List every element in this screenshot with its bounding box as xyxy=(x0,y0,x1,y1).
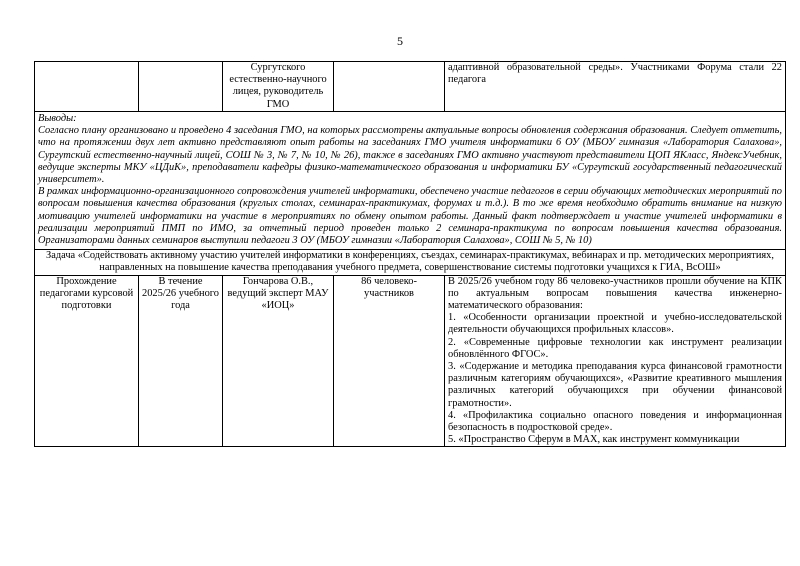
table-row-activity xyxy=(35,275,786,447)
result-item-5: 5. «Пространство Сферум в MAX, как инструмент коммуникации xyxy=(448,434,740,446)
task-cell: Задача «Содействовать активному участию учителей информатики в конференциях, съездах, семинарах-практикумах, вебинарах и пр. методических мероприятиях, направленных на повышение качества преподавания учебного предмета, совершенствование системы подготовки учащихся к ГИА, ВсОШ» xyxy=(35,250,786,275)
cell-result-2 xyxy=(445,275,786,447)
result-item-2: 2. «Современные цифровые технологии как инструмент реализации обновлённого ФГОС». xyxy=(448,336,782,360)
cell-responsible: Сургутского естественно-научного лицея, руководитель ГМО xyxy=(223,62,334,112)
result-item-1: 1. «Особенности организации проектной и учебно-исследовательской деятельности обучающихся профильных классов». xyxy=(448,312,782,336)
cell-participants: 86 человеко-участников xyxy=(334,275,445,447)
cell-result: адаптивной образовательной среды». Участниками Форума стали 22 педагога xyxy=(445,62,786,112)
page-number: 5 xyxy=(397,34,403,48)
cell-activity: Прохождение педагогами курсовой подготовки xyxy=(35,275,139,447)
cell-participants-empty xyxy=(334,62,445,112)
result-intro: В 2025/26 учебном году 86 человеко-участников прошли обучение на КПК по актуальным вопросам повышения качества инженерно-математического образования: xyxy=(448,275,782,312)
table-row-continuation xyxy=(35,62,786,112)
cell-period: В течение 2025/26 учебного года xyxy=(139,275,223,447)
cell-period-empty xyxy=(139,62,223,112)
result-item-3: 3. «Содержание и методика преподавания курса финансовой грамотности различным категориям обучающихся», «Развитие креативного мышления различных категорий обучающихся при обучении финансовой грамотности». xyxy=(448,361,782,409)
report-table xyxy=(34,61,786,447)
table-row-task xyxy=(35,250,786,275)
conclusions-heading: Выводы: xyxy=(38,113,77,124)
conclusions-paragraph-1: Согласно плану организовано и проведено 4 заседания ГМО, на которых рассмотрены актуальные вопросы обновления содержания образования. Следует отметить, что на протяжении двух лет активно представляют опыт работы на заседаниях ГМО учителя информатики 6 ОУ (МБОУ гимназия «Лаборатория Салахова», Сургутский естественно-научный лицей, СОШ № 3, № 7, № 10, № 26), также в заседаниях ГМО активно участвуют представители ЦОП ЯКласс, ЯндексУчебник, ведущие эксперты МКУ «ЦДиК», преподаватели кафедры физико-математического образования и информатики БУ «Сургутский государственный педагогический университет». xyxy=(38,125,782,186)
conclusions-paragraph-2: В рамках информационно-организационного сопровождения учителей информатики, обеспечено участие педагогов в серии обучающих методических мероприятий по вопросам повышения качества образования (круглых столах, семинарах-практикумах, форумах и т.д.). В то же время необходимо обратить внимание на низкую мотивацию учителей информатики на участие в мероприятиях по обмену опытом работы. Данный факт подтверждает и участие учителей информатики в реализации мероприятий ПМП по ИМО, за отчетный период проведен только 2 семинара-практикума по вопросам повышения качества образования. Организаторами данных семинаров выступили педагоги 3 ОУ (МБОУ гимназии «Лаборатория Салахова», СОШ № 5, № 10) xyxy=(38,186,782,247)
table-row-conclusions xyxy=(35,112,786,250)
cell-responsible-2: Гончарова О.В., ведущий эксперт МАУ «ИОЦ» xyxy=(223,275,334,447)
result-item-4: 4. «Профилактика социально опасного поведения и информационная безопасность в подростковой среде». xyxy=(448,409,782,434)
cell-activity-empty xyxy=(35,62,139,112)
conclusions-cell xyxy=(35,112,786,250)
